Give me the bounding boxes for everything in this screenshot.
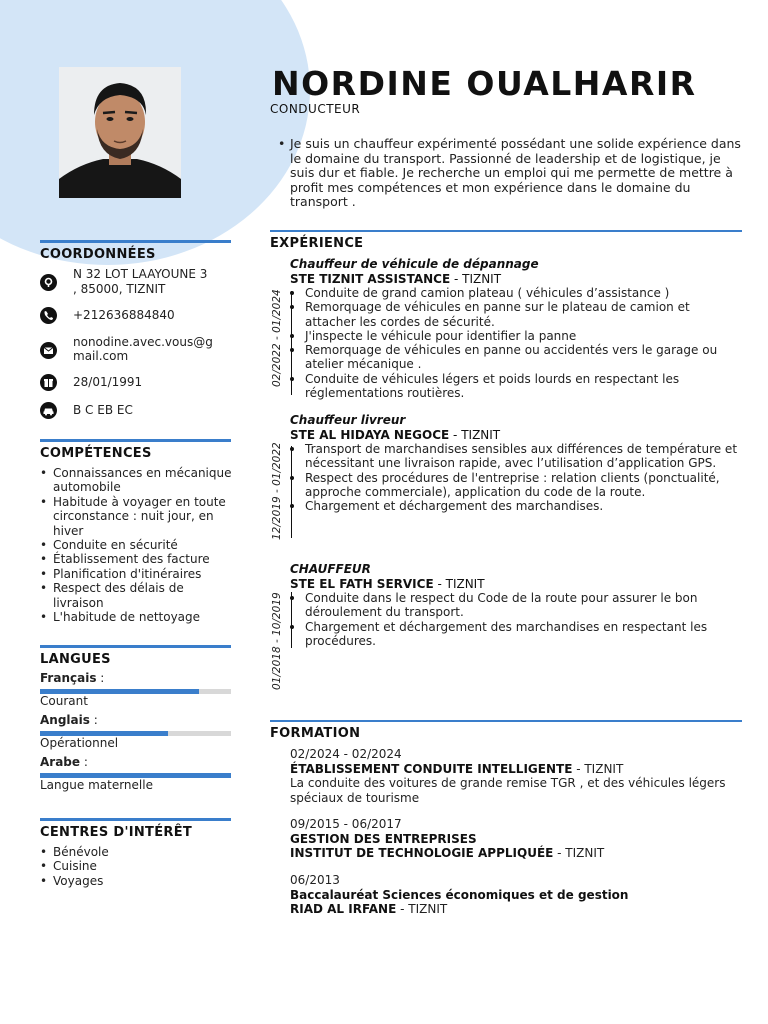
list-item: • Planification d'itinéraires (40, 567, 235, 581)
language-arabic: Arabe : (40, 755, 88, 769)
interests-heading: CENTRES D'INTÉRÊT (40, 825, 193, 840)
job-entry (290, 257, 742, 400)
skills-list (40, 466, 235, 624)
language-name: Anglais (40, 713, 90, 727)
list-item: • Respect des délais de livraison (40, 581, 235, 610)
language-level: Opérationnel (40, 736, 119, 750)
company-name: STE TIZNIT ASSISTANCE (290, 272, 451, 286)
list-item: • Bénévole (40, 845, 231, 859)
language-level: Langue maternelle (40, 778, 153, 792)
profile-summary (278, 136, 742, 210)
list-item: • Voyages (40, 874, 231, 888)
job-entry (290, 413, 742, 513)
education-title-line (290, 832, 742, 847)
languages-heading: LANGUES (40, 652, 111, 667)
skills-heading: COMPÉTENCES (40, 446, 152, 461)
job-dates: 01/2018 - 10/2019 (271, 592, 283, 690)
job-company (290, 428, 742, 442)
driving-license: B C EB EC (73, 403, 133, 417)
education-school: INSTITUT DE TECHNOLOGIE APPLIQUÉE (290, 846, 554, 860)
education-description: La conduite des voitures de grande remise TGR , et des véhicules légers spéciaux de tourisme (290, 776, 726, 805)
education-city: - TIZNIT (396, 902, 448, 916)
list-item: Conduite de véhicules légers et poids lourds en respectant les réglementations routières. (290, 372, 742, 401)
education-dates: 02/2024 - 02/2024 (290, 747, 402, 761)
language-name: Français (40, 671, 97, 685)
list-item: Transport de marchandises sensibles aux différences de température et nécessitant une livraison rapide, avec l’utilisation d’application GPS. (290, 442, 742, 471)
education-title-line (290, 888, 742, 903)
contact-section (40, 240, 231, 262)
list-item: Chargement et déchargement des marchandises en respectant les procédures. (290, 620, 742, 649)
education-school-line (290, 846, 742, 861)
language-name: Arabe (40, 755, 81, 769)
summary-text: Je suis un chauffeur expérimenté possédant une solide expérience dans le domaine du transport. Passionné de leadership et de logistique, je suis dur et fiable. Je recherche un emploi qui me permette de mettre à profit mes compétences et mon expérience dans le domaine du transport . (290, 136, 741, 209)
list-item: Chargement et déchargement des marchandises. (290, 499, 742, 513)
address-line-1: N 32 LOT LAAYOUNE 3 (73, 267, 208, 281)
summary-bullet: • (278, 136, 286, 151)
job-tasks (290, 591, 742, 648)
company-name: STE EL FATH SERVICE (290, 577, 434, 591)
company-name: STE AL HIDAYA NEGOCE (290, 428, 450, 442)
gift-icon (40, 374, 57, 391)
job-tasks (290, 286, 742, 400)
education-dates: 09/2015 - 06/2017 (290, 817, 402, 831)
car-icon (40, 402, 57, 419)
email-line-1: nonodine.avec.vous@g (73, 335, 213, 349)
education-entry (290, 747, 742, 805)
languages-section (40, 645, 231, 667)
education-title: ÉTABLISSEMENT CONDUITE INTELLIGENTE (290, 761, 573, 776)
job-role: CHAUFFEUR (290, 562, 371, 576)
interests-list (40, 845, 231, 888)
list-item: J'inspecte le véhicule pour identifier la panne (290, 329, 742, 343)
education-title: GESTION DES ENTREPRISES (290, 831, 477, 846)
education-city: - TIZNIT (572, 761, 624, 776)
address-line-2: , 85000, TIZNIT (73, 282, 166, 296)
education-city: - TIZNIT (553, 846, 605, 860)
job-role: Chauffeur de véhicule de dépannage (290, 257, 539, 271)
education-entry (290, 873, 742, 917)
job-tasks (290, 442, 742, 513)
experience-section (270, 230, 742, 251)
job-title: CONDUCTEUR (270, 102, 361, 116)
skills-section (40, 439, 231, 461)
education-entry (290, 817, 742, 861)
list-item: Conduite dans le respect du Code de la route pour assurer le bon déroulement du transport. (290, 591, 742, 620)
list-item: Remorquage de véhicules en panne sur le plateau de camion et attacher les cordes de sécurité. (290, 300, 742, 329)
company-city: - TIZNIT (433, 577, 485, 591)
job-dates: 02/2022 - 01/2024 (271, 289, 283, 387)
job-company (290, 577, 742, 591)
education-school-line (290, 902, 742, 917)
list-item: Respect des procédures de l'entreprise : relation clients (ponctualité, approche commerciale), application du code de la route. (290, 471, 742, 500)
list-item: • Connaissances en mécanique automobile (40, 466, 235, 495)
job-company (290, 272, 742, 286)
education-school: RIAD AL IRFANE (290, 902, 397, 916)
profile-photo (59, 67, 181, 198)
education-title-line (290, 762, 742, 777)
job-dates: 12/2019 - 01/2022 (271, 442, 283, 540)
list-item: • Conduite en sécurité (40, 538, 235, 552)
list-item: • Établissement des facture (40, 552, 235, 566)
phone-icon (40, 307, 57, 324)
education-section (270, 720, 742, 741)
language-level: Courant (40, 694, 88, 708)
list-item: • Cuisine (40, 859, 231, 873)
education-heading: FORMATION (270, 726, 361, 741)
language-french: Français : (40, 671, 105, 685)
interests-section (40, 818, 231, 840)
language-english: Anglais : (40, 713, 98, 727)
candidate-name: NORDINE OUALHARIR (272, 64, 697, 103)
education-title: Baccalauréat Sciences économiques et de gestion (290, 887, 629, 902)
job-role: Chauffeur livreur (290, 413, 406, 427)
company-city: - TIZNIT (449, 428, 501, 442)
company-city: - TIZNIT (450, 272, 502, 286)
list-item: • L'habitude de nettoyage (40, 610, 235, 624)
list-item: • Habitude à voyager en toute circonstance : nuit jour, en hiver (40, 495, 235, 538)
education-dates: 06/2013 (290, 873, 340, 887)
list-item: Remorquage de véhicules en panne ou accidentés vers le garage ou atelier mécanique . (290, 343, 742, 372)
birthdate: 28/01/1991 (73, 375, 143, 389)
email-line-2: mail.com (73, 349, 129, 363)
list-item: Conduite de grand camion plateau ( véhicules d’assistance ) (290, 286, 742, 300)
experience-heading: EXPÉRIENCE (270, 236, 364, 251)
email-icon (40, 342, 57, 359)
phone-number: +212636884840 (73, 308, 175, 322)
job-entry (290, 562, 742, 648)
contact-heading: COORDONNÉES (40, 247, 156, 262)
location-icon (40, 274, 57, 291)
